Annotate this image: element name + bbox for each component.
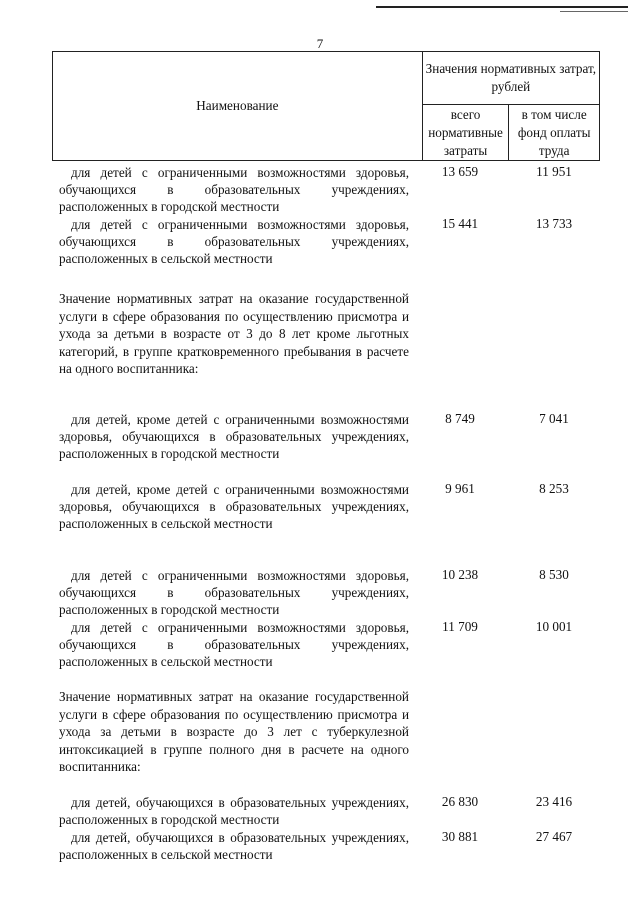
wage-fund-value: 13 733 [535, 216, 573, 231]
wage-fund-value: 7 041 [539, 411, 569, 426]
column-header-name: Наименование [53, 52, 423, 161]
total-cost-value: 13 659 [441, 164, 479, 179]
total-cost-value: 10 238 [441, 567, 479, 582]
total-cost-value: 30 881 [441, 829, 479, 844]
column-header-total: всего нормативные затраты [422, 105, 509, 161]
total-cost-value: 26 830 [441, 794, 479, 809]
section-paragraph: Значение нормативных затрат на оказание государственной услуги в сфере образования по осуществлению присмотра и ухода за детьми в возрасте до 3 лет с туберкулезной интоксикацией в группе полного дня в расчете на одного воспитанника: [59, 689, 409, 775]
column-header-values: Значения нормативных затрат, рублей [422, 52, 599, 105]
wage-fund-value: 10 001 [535, 619, 573, 634]
total-cost-value: 15 441 [441, 216, 479, 231]
wage-fund-value: 8 253 [539, 481, 569, 496]
table-row-label: для детей с ограниченными возможностями здоровья, обучающихся в образовательных учреждениях, расположенных в городской местности [59, 568, 409, 618]
table-row-label: для детей, кроме детей с ограниченными возможностями здоровья, обучающихся в образовательных учреждениях, расположенных в сельской местности [59, 482, 409, 532]
total-cost-value: 9 961 [445, 481, 475, 496]
column-header-fund: в том числе фонд оплаты труда [509, 105, 600, 161]
wage-fund-value: 23 416 [535, 794, 573, 809]
total-cost-value: 8 749 [445, 411, 475, 426]
table-row-label: для детей, обучающихся в образовательных учреждениях, расположенных в сельской местности [59, 830, 409, 863]
section-paragraph: Значение нормативных затрат на оказание государственной услуги в сфере образования по осуществлению присмотра и ухода за детьми в возрасте от 3 до 8 лет кроме льготных категорий, в группе кратковременного пребывания в расчете на одного воспитанника: [59, 291, 409, 377]
header-rule [376, 6, 628, 8]
table-row-label: для детей, обучающихся в образовательных учреждениях, расположенных в городской местности [59, 795, 409, 828]
wage-fund-value: 27 467 [535, 829, 573, 844]
total-cost-value: 11 709 [442, 619, 478, 634]
table-row-label: для детей, кроме детей с ограниченными возможностями здоровья, обучающихся в образовательных учреждениях, расположенных в городской местности [59, 412, 409, 462]
wage-fund-value: 8 530 [539, 567, 569, 582]
header-rule-secondary [560, 11, 628, 12]
table-header [52, 51, 600, 161]
wage-fund-value: 11 951 [536, 164, 572, 179]
table-row-label: для детей с ограниченными возможностями здоровья, обучающихся в образовательных учреждениях, расположенных в сельской местности [59, 217, 409, 267]
table-row-label: для детей с ограниченными возможностями здоровья, обучающихся в образовательных учреждениях, расположенных в городской местности [59, 165, 409, 215]
page-number: 7 [316, 36, 324, 51]
table-row-label: для детей с ограниченными возможностями здоровья, обучающихся в образовательных учреждениях, расположенных в сельской местности [59, 620, 409, 670]
